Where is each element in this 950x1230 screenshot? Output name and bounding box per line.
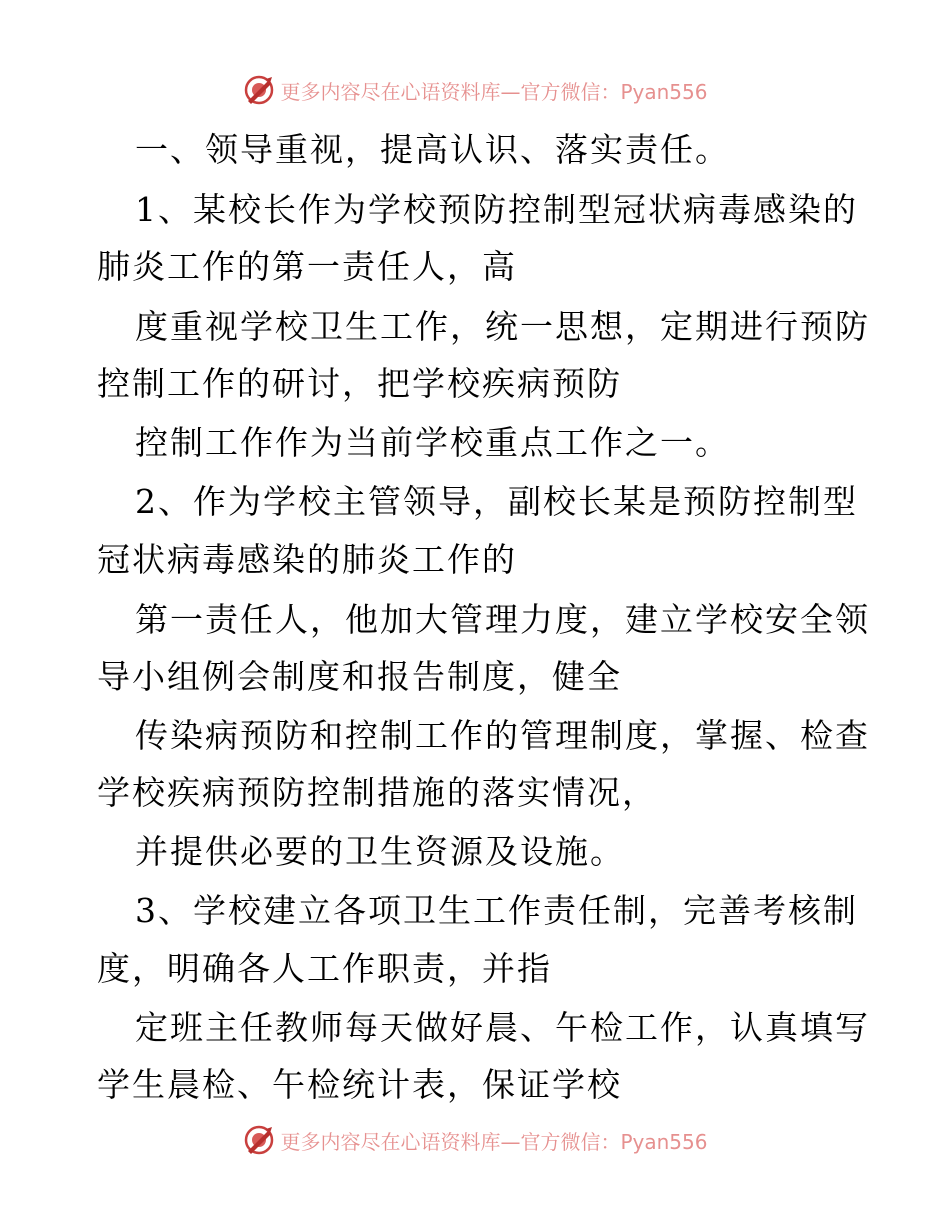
text-line: 3、学校建立各项卫生工作责任制，完善考核制 <box>135 891 858 930</box>
brand-logo-icon <box>242 1123 276 1157</box>
text-line: 定班主任教师每天做好晨、午检工作，认真填写 <box>135 1008 870 1047</box>
text-line: 2、作为学校主管领导，副校长某是预防控制型 <box>135 482 858 521</box>
text-line: 度重视学校卫生工作，统一思想，定期进行预防 <box>135 307 870 346</box>
text-line: 学生晨检、午检统计表，保证学校 <box>97 1065 622 1104</box>
watermark-text: 更多内容尽在心语资料库—官方微信：Pyan556 <box>280 79 708 104</box>
text-line: 导小组例会制度和报告制度，健全 <box>97 657 622 696</box>
brand-logo-icon <box>242 73 276 107</box>
text-line: 学校疾病预防控制措施的落实情况， <box>97 773 657 812</box>
text-line: 传染病预防和控制工作的管理制度，掌握、检查 <box>135 716 870 755</box>
watermark-text: 更多内容尽在心语资料库—官方微信：Pyan556 <box>280 1129 708 1154</box>
text-line: 并提供必要的卫生资源及设施。 <box>135 832 625 871</box>
text-line: 控制工作作为当前学校重点工作之一。 <box>135 423 730 462</box>
text-line: 肺炎工作的第一责任人，高 <box>97 247 517 286</box>
text-line: 冠状病毒感染的肺炎工作的 <box>97 540 517 579</box>
text-line: 度，明确各人工作职责，并指 <box>97 949 552 988</box>
text-line: 控制工作的研讨，把学校疾病预防 <box>97 364 622 403</box>
footer-watermark <box>0 1120 950 1160</box>
header-watermark <box>0 70 950 110</box>
text-line: 一、领导重视，提高认识、落实责任。 <box>135 130 730 169</box>
text-line: 第一责任人，他加大管理力度，建立学校安全领 <box>135 600 870 639</box>
text-line: 1、某校长作为学校预防控制型冠状病毒感染的 <box>135 190 858 229</box>
